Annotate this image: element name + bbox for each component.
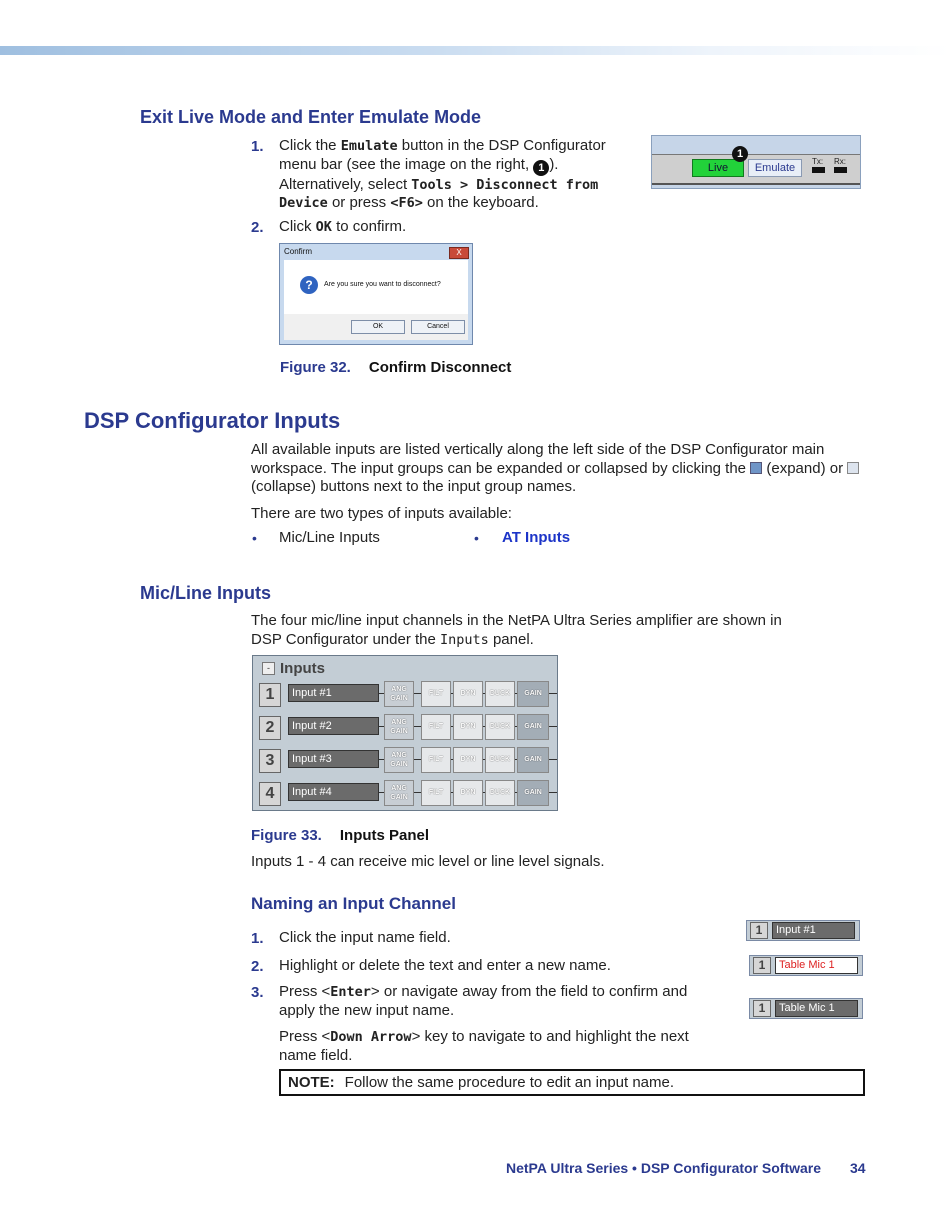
callout-1-marker: 1 [732, 146, 748, 162]
name-field-editing-image: 1 Table Mic 1 [749, 955, 863, 976]
inputs-panel-image [252, 655, 558, 811]
inputs-types-paragraph: There are two types of inputs available: [251, 505, 512, 522]
naming-step2: Highlight or delete the text and enter a new name. [279, 957, 611, 974]
duck-block: DUCK [485, 714, 515, 740]
dyn-block: DYN [453, 681, 483, 707]
ang-gain-block: ANG GAIN [384, 780, 414, 806]
ang-gain-block: ANG GAIN [384, 714, 414, 740]
inputs-panel-header: Inputs [280, 660, 325, 677]
filt-block: FILT [421, 747, 451, 773]
dialog-title: Confirm [284, 247, 313, 256]
input-row: 4 Input #4 ANG GAIN FILT DYN DUCK GAIN [259, 780, 557, 808]
heading-naming-input-channel: Naming an Input Channel [251, 894, 456, 913]
ang-gain-block: ANG GAIN [384, 747, 414, 773]
tx-meter [812, 167, 825, 173]
inputs-intro-paragraph: All available inputs are listed vertically along the left side of the DSP Configurator main workspace. The input groups can be expanded or collapsed by clicking the (expand) or (collapse) buttons next to the input group names. [251, 441, 871, 497]
close-icon: X [449, 247, 469, 259]
question-icon: ? [300, 276, 318, 294]
step2-text: Click OK to confirm. [279, 218, 407, 235]
inputs-signal-note: Inputs 1 - 4 can receive mic level or line level signals. [251, 853, 605, 870]
step-number: 1. [251, 138, 264, 155]
bullet-icon: • [252, 530, 257, 546]
figure-33-caption: Figure 33. Inputs Panel [251, 827, 430, 844]
gain-block: GAIN [517, 780, 549, 806]
input-name-field: Input #2 [288, 717, 379, 735]
step-number: 2. [251, 219, 264, 236]
confirm-dialog-image [279, 243, 473, 345]
input-row: 2 Input #2 ANG GAIN FILT DYN DUCK GAIN [259, 714, 557, 742]
input-name-field: Input #4 [288, 783, 379, 801]
dyn-block: DYN [453, 714, 483, 740]
filt-block: FILT [421, 780, 451, 806]
filt-block: FILT [421, 714, 451, 740]
footer-title: NetPA Ultra Series • DSP Configurator Software [506, 1160, 822, 1176]
input-row: 3 Input #3 ANG GAIN FILT DYN DUCK GAIN [259, 747, 557, 775]
name-field-renamed-image: 1 Table Mic 1 [749, 998, 863, 1019]
collapse-icon: - [262, 662, 275, 675]
gain-block: GAIN [517, 747, 549, 773]
bullet-mic-line-inputs: Mic/Line Inputs [279, 529, 380, 546]
dyn-block: DYN [453, 747, 483, 773]
ok-button: OK [351, 320, 405, 334]
rx-meter [834, 167, 847, 173]
filt-block: FILT [421, 681, 451, 707]
duck-block: DUCK [485, 780, 515, 806]
bullet-icon: • [474, 530, 479, 546]
note-label: NOTE: [288, 1074, 335, 1091]
duck-block: DUCK [485, 681, 515, 707]
heading-exit-live-mode: Exit Live Mode and Enter Emulate Mode [140, 107, 482, 127]
naming-step1: Click the input name field. [279, 929, 451, 946]
figure-32-caption: Figure 32. Confirm Disconnect [280, 359, 512, 376]
page-number: 34 [850, 1160, 866, 1176]
step-number: 2. [251, 958, 264, 975]
live-button: Live [692, 159, 744, 177]
input-row: 1 Input #1 ANG GAIN FILT DYN DUCK GAIN [259, 681, 557, 709]
dyn-block: DYN [453, 780, 483, 806]
naming-step3: Press <Enter> or navigate away from the field to confirm and apply the new input name. [279, 983, 688, 1019]
ang-gain-block: ANG GAIN [384, 681, 414, 707]
dialog-message: Are you sure you want to disconnect? [324, 281, 441, 288]
live-emulate-menubar-image [651, 135, 861, 189]
rx-label: Rx: [834, 157, 846, 166]
emulate-button: Emulate [748, 159, 802, 177]
heading-mic-line-inputs: Mic/Line Inputs [140, 583, 272, 603]
input-name-field: Input #1 [288, 684, 379, 702]
note-box [279, 1069, 865, 1096]
name-field-default-image: 1 Input #1 [746, 920, 860, 941]
note-text: Follow the same procedure to edit an input name. [344, 1074, 675, 1091]
naming-step3-tip: Press <Down Arrow> key to navigate to and highlight the next name field. [279, 1028, 689, 1064]
step1-text: Click the Emulate button in the DSP Configurator menu bar (see the image on the right, 1 ). Alternatively, select Tools > Disconnect from Device or press <F6> on the keyboard. [279, 137, 606, 211]
duck-block: DUCK [485, 747, 515, 773]
cancel-button: Cancel [411, 320, 465, 334]
step-number: 1. [251, 930, 264, 947]
link-at-inputs[interactable]: AT Inputs [502, 529, 571, 546]
gain-block: GAIN [517, 681, 549, 707]
collapse-icon [847, 462, 859, 474]
gain-block: GAIN [517, 714, 549, 740]
callout-1: 1 [533, 160, 549, 176]
step-number: 3. [251, 984, 264, 1001]
header-gradient-bar [0, 46, 950, 55]
tx-label: Tx: [812, 157, 824, 166]
heading-dsp-configurator-inputs: DSP Configurator Inputs [84, 408, 341, 433]
expand-icon [750, 462, 762, 474]
input-name-field: Input #3 [288, 750, 379, 768]
mic-line-paragraph: The four mic/line input channels in the NetPA Ultra Series amplifier are shown in DSP Configurator under the Inputs panel. [251, 612, 782, 648]
